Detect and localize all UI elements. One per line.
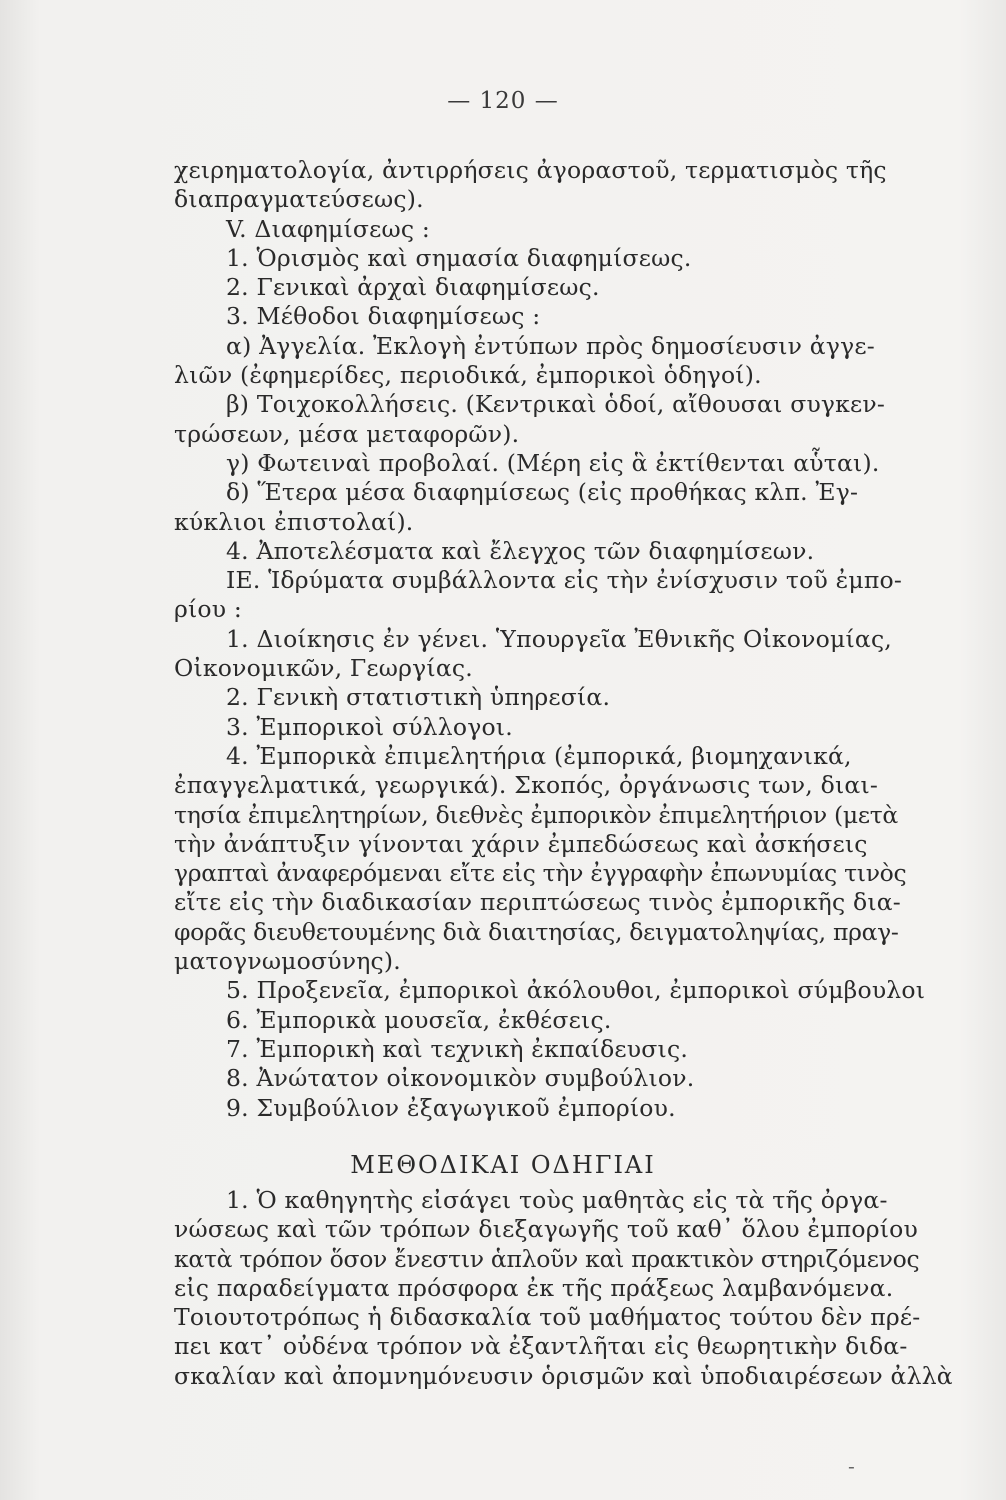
- text-line: τρώσεων, μέσα μεταφορῶν).: [174, 419, 520, 448]
- text-line: εἴτε εἰς τὴν διαδικασίαν περιπτώσεως τινὸς ἐμπορικῆς δια-: [174, 888, 901, 917]
- text-line: 9. Συμβούλιον ἐξαγωγικοῦ ἐμπορίου.: [226, 1093, 676, 1122]
- text-line: 7. Ἐμπορικὴ καὶ τεχνικὴ ἐκπαίδευσις.: [226, 1034, 688, 1063]
- text-line: 4. Ἀποτελέσματα καὶ ἔλεγχος τῶν διαφημίσεων.: [226, 536, 815, 565]
- text-line: ματογνωμοσύνης).: [174, 947, 401, 976]
- method-line: 1. Ὁ καθηγητὴς εἰσάγει τοὺς μαθητὰς εἰς τὰ τῆς ὀργα-: [226, 1186, 888, 1214]
- footer-mark: -: [848, 1454, 855, 1478]
- method-line: Τοιουτοτρόπως ἡ διδασκαλία τοῦ μαθήματος τούτου δὲν πρέ-: [174, 1303, 921, 1332]
- text-line: 1. Διοίκησις ἐν γένει. Ὑπουργεῖα Ἐθνικῆς Οἰκονομίας,: [226, 624, 892, 653]
- text-line: τησία ἐπιμελητηρίων, διεθνὲς ἐμπορικὸν ἐπιμελητήριον (μετὰ: [174, 800, 898, 829]
- method-line: πει κατ᾽ οὐδένα τρόπον νὰ ἐξαντλῆται εἰς θεωρητικὴν διδα-: [174, 1332, 908, 1361]
- text-line: 3. Ἐμπορικοὶ σύλλογοι.: [226, 712, 513, 741]
- method-line: νώσεως καὶ τῶν τρόπων διεξαγωγῆς τοῦ καθ᾽ ὅλου ἐμπορίου: [174, 1215, 918, 1244]
- page-number: — 120 —: [447, 88, 559, 114]
- text-line: 2. Γενικὴ στατιστικὴ ὑπηρεσία.: [226, 683, 611, 712]
- body-text: [174, 156, 926, 1123]
- text-line: ἐπαγγελματικά, γεωργικά). Σκοπός, ὀργάνωσις των, διαι-: [174, 771, 878, 800]
- text-line: β) Τοιχοκολλήσεις. (Κεντρικαὶ ὁδοί, αἴθουσαι συγκεν-: [226, 390, 886, 419]
- text-line: φορᾶς διευθετουμένης διὰ διαιτησίας, δειγματοληψίας, πραγ-: [174, 917, 899, 946]
- text-line: V. Διαφημίσεως :: [226, 214, 431, 243]
- text-line: 6. Ἐμπορικὰ μουσεῖα, ἐκθέσεις.: [226, 1005, 612, 1034]
- text-line: 2. Γενικαὶ ἀρχαὶ διαφημίσεως.: [226, 273, 600, 302]
- text-line: 8. Ἀνώτατον οἰκονομικὸν συμβούλιον.: [226, 1064, 695, 1093]
- text-line: κύκλιοι ἐπιστολαί).: [174, 507, 414, 536]
- text-line: 1. Ὁρισμὸς καὶ σημασία διαφημίσεως.: [226, 243, 692, 272]
- text-line: ΙΕ. Ἱδρύματα συμβάλλοντα εἰς τὴν ἐνίσχυσιν τοῦ ἐμπο-: [226, 566, 903, 595]
- text-line: ρίου :: [174, 595, 243, 624]
- method-text: [174, 1186, 953, 1391]
- text-line: 3. Μέθοδοι διαφημίσεως :: [226, 302, 541, 331]
- text-line: 5. Προξενεῖα, ἐμπορικοὶ ἀκόλουθοι, ἐμπορικοὶ σύμβουλοι: [226, 976, 926, 1005]
- text-line: χειρηματολογία, ἀντιρρήσεις ἀγοραστοῦ, τερματισμὸς τῆς: [174, 156, 887, 184]
- text-line: διαπραγματεύσεως).: [174, 185, 424, 214]
- text-line: γραπταὶ ἀναφερόμεναι εἴτε εἰς τὴν ἐγγραφὴν ἐπωνυμίας τινὸς: [174, 859, 907, 888]
- text-line: τὴν ἀνάπτυξιν γίνονται χάριν ἐμπεδώσεως καὶ ἀσκήσεις: [174, 829, 868, 858]
- section-heading: ΜΕΘΟΔΙΚΑΙ ΟΔΗΓΙΑΙ: [350, 1151, 656, 1179]
- text-line: Οἰκονομικῶν, Γεωργίας.: [174, 654, 473, 683]
- text-line: δ) Ἕτερα μέσα διαφημίσεως (εἰς προθήκας κλπ. Ἐγ-: [226, 478, 859, 507]
- method-line: κατὰ τρόπον ὅσον ἔνεστιν ἁπλοῦν καὶ πρακτικὸν στηριζόμενος: [174, 1244, 920, 1273]
- text-line: α) Ἀγγελία. Ἐκλογὴ ἐντύπων πρὸς δημοσίευσιν ἀγγε-: [226, 331, 875, 360]
- text-line: λιῶν (ἐφημερίδες, περιοδικά, ἐμπορικοὶ ὁδηγοί).: [174, 361, 762, 390]
- method-line: σκαλίαν καὶ ἀπομνημόνευσιν ὁρισμῶν καὶ ὑποδιαιρέσεων ἀλλὰ: [174, 1361, 953, 1390]
- text-line: 4. Ἐμπορικὰ ἐπιμελητήρια (ἐμπορικά, βιομηχανικά,: [226, 741, 852, 770]
- text-line: γ) Φωτειναὶ προβολαί. (Μέρη εἰς ἃ ἐκτίθενται αὗται).: [226, 448, 880, 477]
- method-line: εἰς παραδείγματα πρόσφορα ἐκ τῆς πράξεως λαμβανόμενα.: [174, 1273, 894, 1302]
